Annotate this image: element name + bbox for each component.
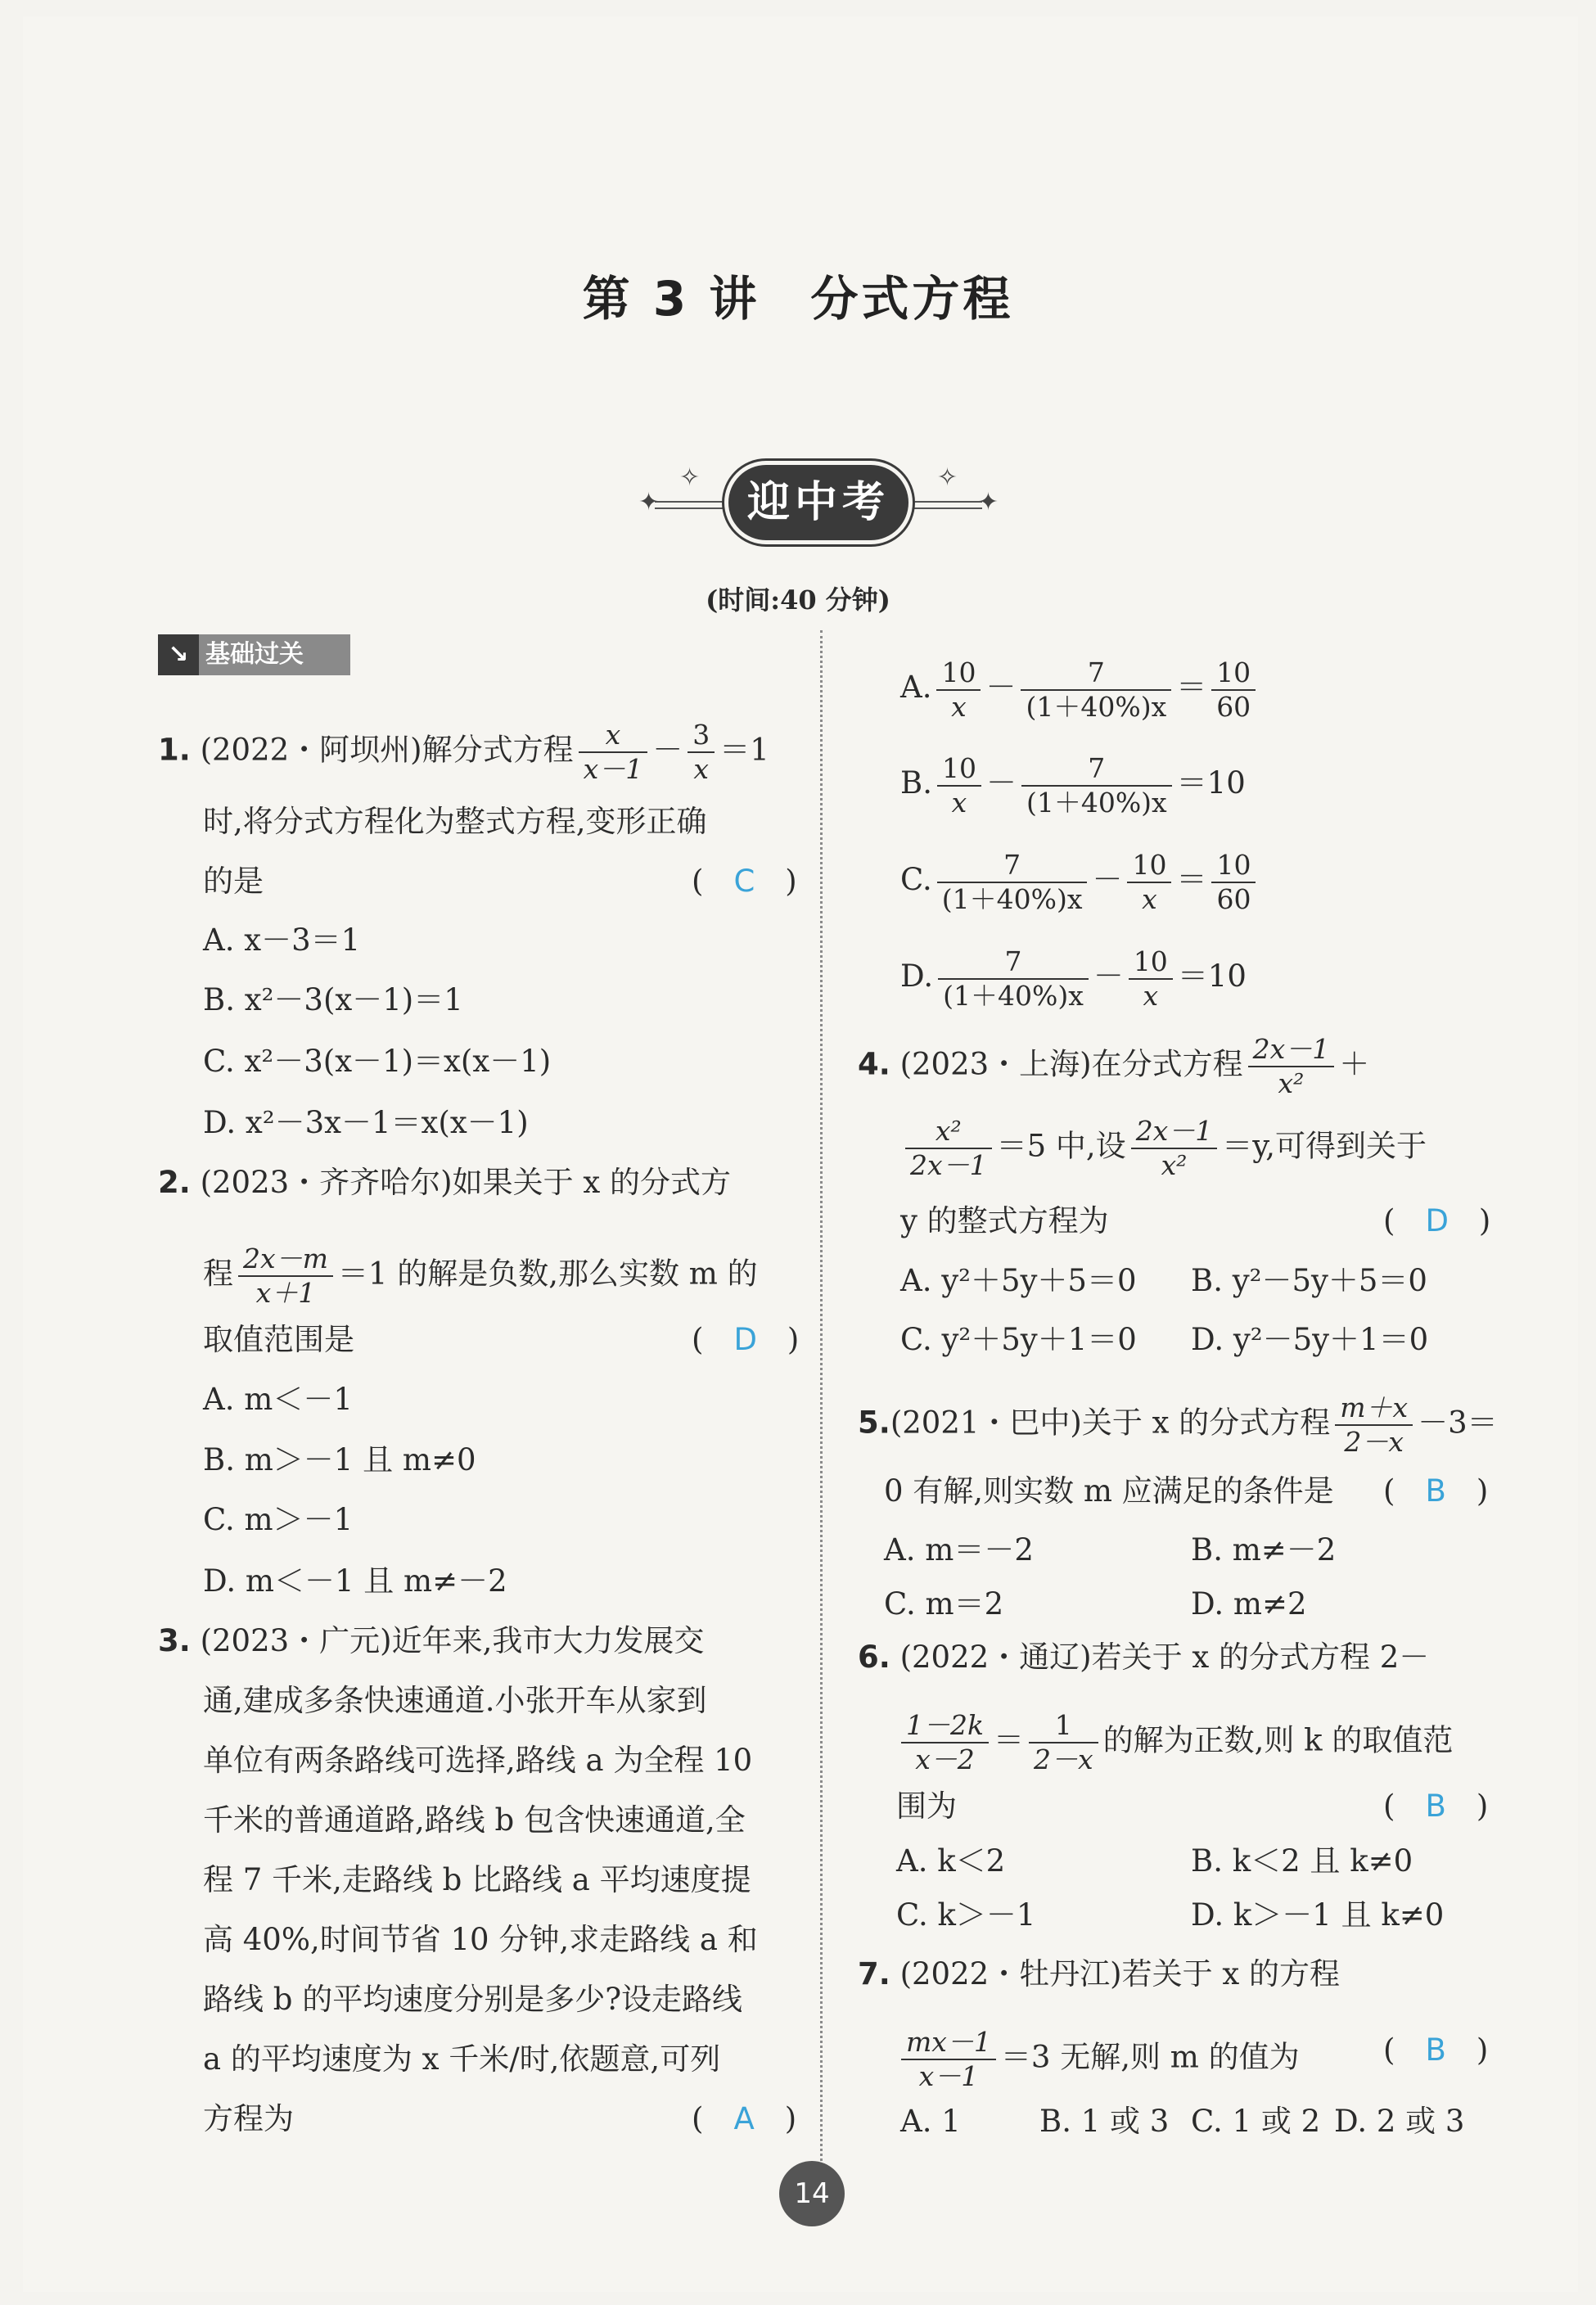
- fraction: $\frac{2x-m}{x+1}$: [238, 1243, 333, 1310]
- q3-option-d: D. $\frac{7}{(1+40\%)x}$ － $\frac{10}{x}$ ＝10: [900, 945, 1247, 1012]
- q4-option-c: C. y²＋5y＋1＝0: [900, 1322, 1137, 1357]
- star-icon: ✧: [936, 463, 958, 492]
- q5-option-a: A. m＝－2: [884, 1532, 1034, 1567]
- q4-answer: ( D ): [1383, 1203, 1491, 1238]
- time-limit: (时间:40 分钟): [706, 584, 890, 616]
- q5-answer: ( B ): [1383, 1473, 1489, 1509]
- q3-answer: ( A ): [692, 2101, 797, 2136]
- section-header: [158, 634, 350, 675]
- q2-line1: 2. (2023・齐齐哈尔)如果关于 x 的分式方: [158, 1165, 731, 1200]
- q3-line9: 方程为: [203, 2101, 294, 2136]
- q2-option-d: D. m＜－1 且 m≠－2: [203, 1563, 507, 1599]
- q3-option-a: A. $\frac{10}{x}$ － $\frac{7}{(1+40\%)x}$ ＝ $\frac{10}{60}$: [900, 651, 1260, 724]
- q7-line1: 7. (2022・牡丹江)若关于 x 的方程: [858, 1956, 1340, 1992]
- q4-line3: y 的整式方程为: [900, 1203, 1109, 1238]
- q2-answer: ( D ): [692, 1322, 800, 1357]
- q1-line3: 的是: [203, 864, 264, 899]
- q2-line3: 取值范围是: [203, 1322, 354, 1357]
- star-icon: ✦: [977, 488, 999, 516]
- q5-option-d: D. m≠2: [1191, 1586, 1307, 1622]
- q3-line8: a 的平均速度为 x 千米/时,依题意,可列: [203, 2041, 721, 2077]
- arrow-icon: ↘: [158, 634, 199, 675]
- q3-line7: 路线 b 的平均速度分别是多少?设走路线: [203, 1982, 743, 2017]
- q7-option-a: A. 1: [900, 2104, 961, 2139]
- q3-line6: 高 40%,时间节省 10 分钟,求走路线 a 和: [203, 1922, 758, 1957]
- q5-line2: 0 有解,则实数 m 应满足的条件是: [884, 1473, 1334, 1509]
- q7-option-d: D. 2 或 3: [1334, 2104, 1465, 2139]
- q6-option-d: D. k＞－1 且 k≠0: [1191, 1897, 1445, 1933]
- q6-option-a: A. k＜2: [896, 1843, 1006, 1879]
- q3-line1: 3. (2023・广元)近年来,我市大力发展交: [158, 1623, 705, 1658]
- q3-line5: 程 7 千米,走路线 b 比路线 a 平均速度提: [203, 1862, 751, 1897]
- q2-option-c: C. m＞－1: [203, 1502, 354, 1537]
- q3-line3: 单位有两条路线可选择,路线 a 为全程 10: [203, 1743, 753, 1778]
- star-icon: ✧: [679, 463, 701, 492]
- q1-option-d: D. x²－3x－1＝x(x－1): [203, 1105, 529, 1140]
- q4-line2: $\frac{\text{x²}}{2x-1}$ ＝5 中,设 $\frac{2x-1}{\text{x²}}$ ＝y,可得到关于: [900, 1115, 1427, 1182]
- fraction: $\frac{x}{x-1}$: [579, 719, 648, 786]
- q3-option-b: B. $\frac{10}{x}$ － $\frac{7}{(1+40\%)x}$ ＝10: [900, 751, 1246, 819]
- q7-option-b: B. 1 或 3: [1039, 2104, 1170, 2139]
- column-divider: [820, 630, 823, 2161]
- q6-line2: $\frac{1-2k}{x-2}$ ＝ $\frac{1}{2-x}$ 的解为正数,则 k 的取值范: [896, 1709, 1453, 1776]
- q6-line3: 围为: [896, 1789, 957, 1824]
- q4-option-b: B. y²－5y＋5＝0: [1191, 1263, 1427, 1298]
- star-icon: ✦: [638, 488, 660, 516]
- q5-line1: 5.(2021・巴中)关于 x 的分式方程 $\frac{m+x}{2-x}$ －3＝: [858, 1392, 1498, 1458]
- q6-option-b: B. k＜2 且 k≠0: [1191, 1843, 1413, 1879]
- fraction: $\frac{3}{x}$: [688, 719, 715, 786]
- q3-line2: 通,建成多条快速通道.小张开车从家到: [203, 1683, 707, 1718]
- q5-option-c: C. m＝2: [884, 1586, 1004, 1622]
- q3-line4: 千米的普通道路,路线 b 包含快速通道,全: [203, 1802, 746, 1838]
- q4-option-a: A. y²＋5y＋5＝0: [900, 1263, 1137, 1298]
- q2-option-a: A. m＜－1: [203, 1382, 353, 1417]
- page-title: 第 3 讲 分式方程: [582, 271, 1014, 327]
- q6-answer: ( B ): [1383, 1789, 1489, 1824]
- q2-option-b: B. m＞－1 且 m≠0: [203, 1442, 476, 1477]
- q5-option-b: B. m≠－2: [1191, 1532, 1337, 1567]
- section-label: 基础过关: [205, 640, 304, 669]
- q4-line1: 4. (2023・上海)在分式方程 $\frac{2x-1}{\text{x²}}$ ＋: [858, 1033, 1370, 1099]
- q1-line2: 时,将分式方程化为整式方程,变形正确: [203, 804, 707, 839]
- badge-label: 迎中考: [728, 465, 908, 540]
- q2-line2: 程 $\frac{2x-m}{x+1}$ ＝1 的解是负数,那么实数 m 的: [203, 1243, 758, 1309]
- q7-option-c: C. 1 或 2: [1191, 2104, 1321, 2139]
- q1-option-c: C. x²－3(x－1)＝x(x－1): [203, 1044, 552, 1079]
- page-number: 14: [779, 2161, 845, 2226]
- q1-option-b: B. x²－3(x－1)＝1: [203, 982, 463, 1017]
- q7-line2: $\frac{mx-1}{x-1}$ ＝3 无解,则 m 的值为: [896, 2026, 1300, 2093]
- q1-line1: 1. (2022・阿坝州)解分式方程 $\frac{x}{x-1}$ － $\frac{3}{x}$ ＝1: [158, 719, 769, 785]
- q7-answer: ( B ): [1383, 2032, 1489, 2068]
- q6-option-c: C. k＞－1: [896, 1897, 1036, 1933]
- q1-answer: ( C ): [692, 864, 797, 899]
- q4-option-d: D. y²－5y＋1＝0: [1191, 1322, 1429, 1357]
- exam-badge: [630, 458, 1007, 548]
- q3-option-c: C. $\frac{7}{(1+40\%)x}$ － $\frac{10}{x}$ ＝ $\frac{10}{60}$: [900, 843, 1260, 917]
- q6-line1: 6. (2022・通辽)若关于 x 的分式方程 2－: [858, 1640, 1430, 1675]
- q1-option-a: A. x－3＝1: [203, 922, 361, 958]
